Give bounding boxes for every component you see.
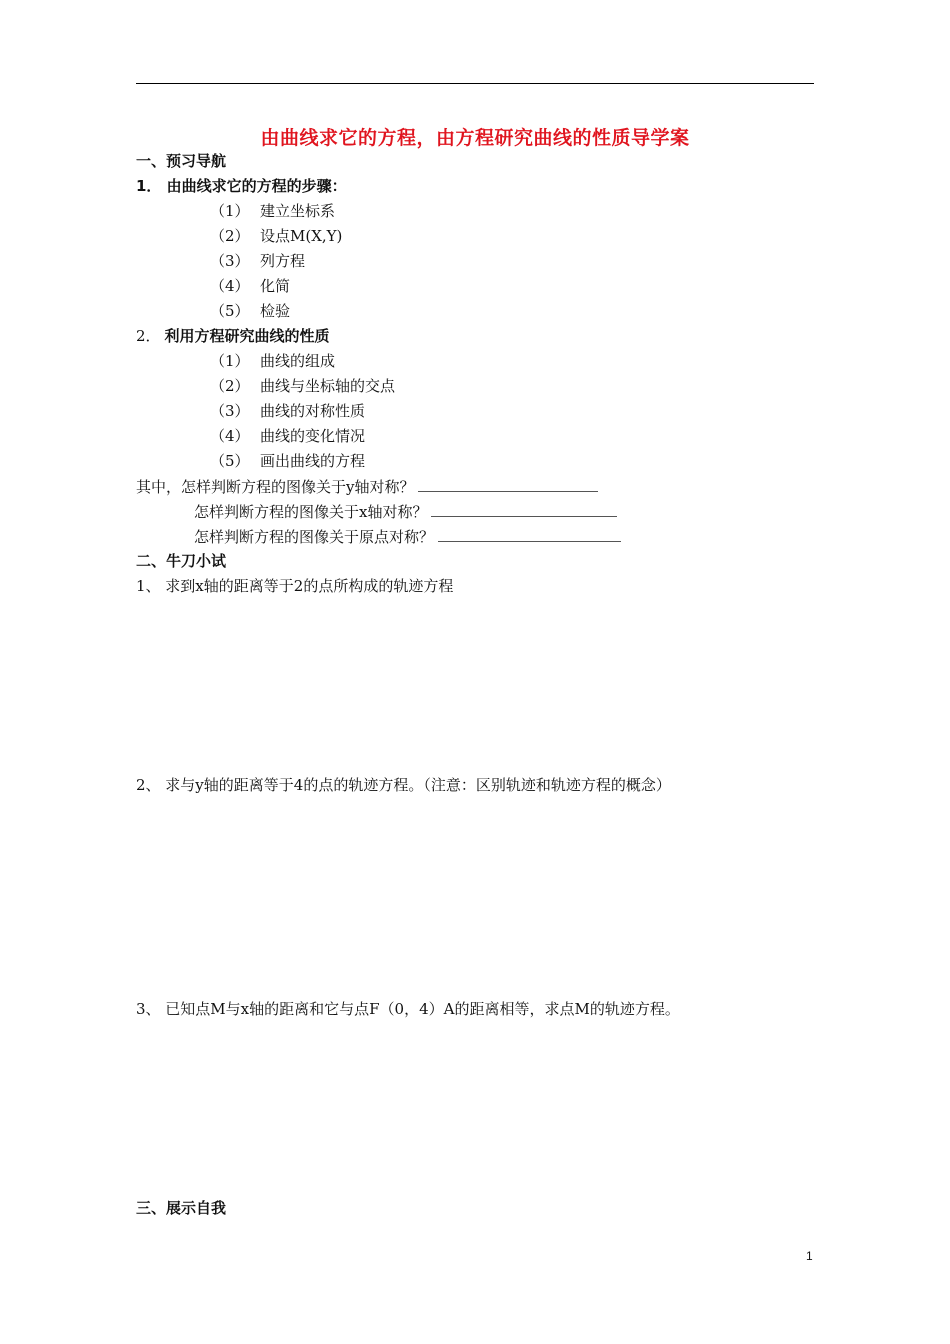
q1-step-4: （4） 化简 bbox=[210, 277, 291, 295]
q1-heading: 1． 由曲线求它的方程的步骤： bbox=[136, 177, 347, 195]
symmetry-question-x-axis: 怎样判断方程的图像关于x轴对称？ bbox=[194, 502, 617, 521]
q2-item-5: （5） 画出曲线的方程 bbox=[210, 452, 366, 470]
document-title: 由曲线求它的方程，由方程研究曲线的性质导学案 bbox=[260, 127, 690, 149]
q2-item-3: （3） 曲线的对称性质 bbox=[210, 402, 366, 420]
header-rule bbox=[136, 83, 814, 84]
answer-blank[interactable] bbox=[431, 502, 617, 517]
q1-step-5: （5） 检验 bbox=[210, 302, 291, 320]
q2-item-2: （2） 曲线与坐标轴的交点 bbox=[210, 377, 396, 395]
symmetry-question-origin: 怎样判断方程的图像关于原点对称？ bbox=[194, 527, 621, 546]
page-number: 1 bbox=[806, 1249, 813, 1263]
section-1-heading: 一、预习导航 bbox=[136, 152, 227, 170]
section-2-heading: 二、牛刀小试 bbox=[136, 552, 227, 570]
symmetry-question-y-axis: 其中，怎样判断方程的图像关于y轴对称？ bbox=[136, 477, 598, 496]
problem-1: 1、 求到x轴的距离等于2的点所构成的轨迹方程 bbox=[136, 577, 454, 595]
q1-step-3: （3） 列方程 bbox=[210, 252, 306, 270]
q2-heading: 2． 利用方程研究曲线的性质 bbox=[136, 327, 330, 345]
problem-2: 2、 求与y轴的距离等于4的点的轨迹方程。（注意：区别轨迹和轨迹方程的概念） bbox=[136, 776, 671, 794]
q1-step-1: （1） 建立坐标系 bbox=[210, 202, 336, 220]
problem-3: 3、 已知点M与x轴的距离和它与点F（0，4）A的距离相等，求点M的轨迹方程。 bbox=[136, 1000, 680, 1018]
section-3-heading: 三、展示自我 bbox=[136, 1199, 227, 1217]
q1-step-2: （2） 设点M(X,Y) bbox=[210, 227, 343, 245]
q2-item-4: （4） 曲线的变化情况 bbox=[210, 427, 366, 445]
answer-blank[interactable] bbox=[438, 527, 621, 542]
q2-item-1: （1） 曲线的组成 bbox=[210, 352, 336, 370]
answer-blank[interactable] bbox=[418, 477, 598, 492]
